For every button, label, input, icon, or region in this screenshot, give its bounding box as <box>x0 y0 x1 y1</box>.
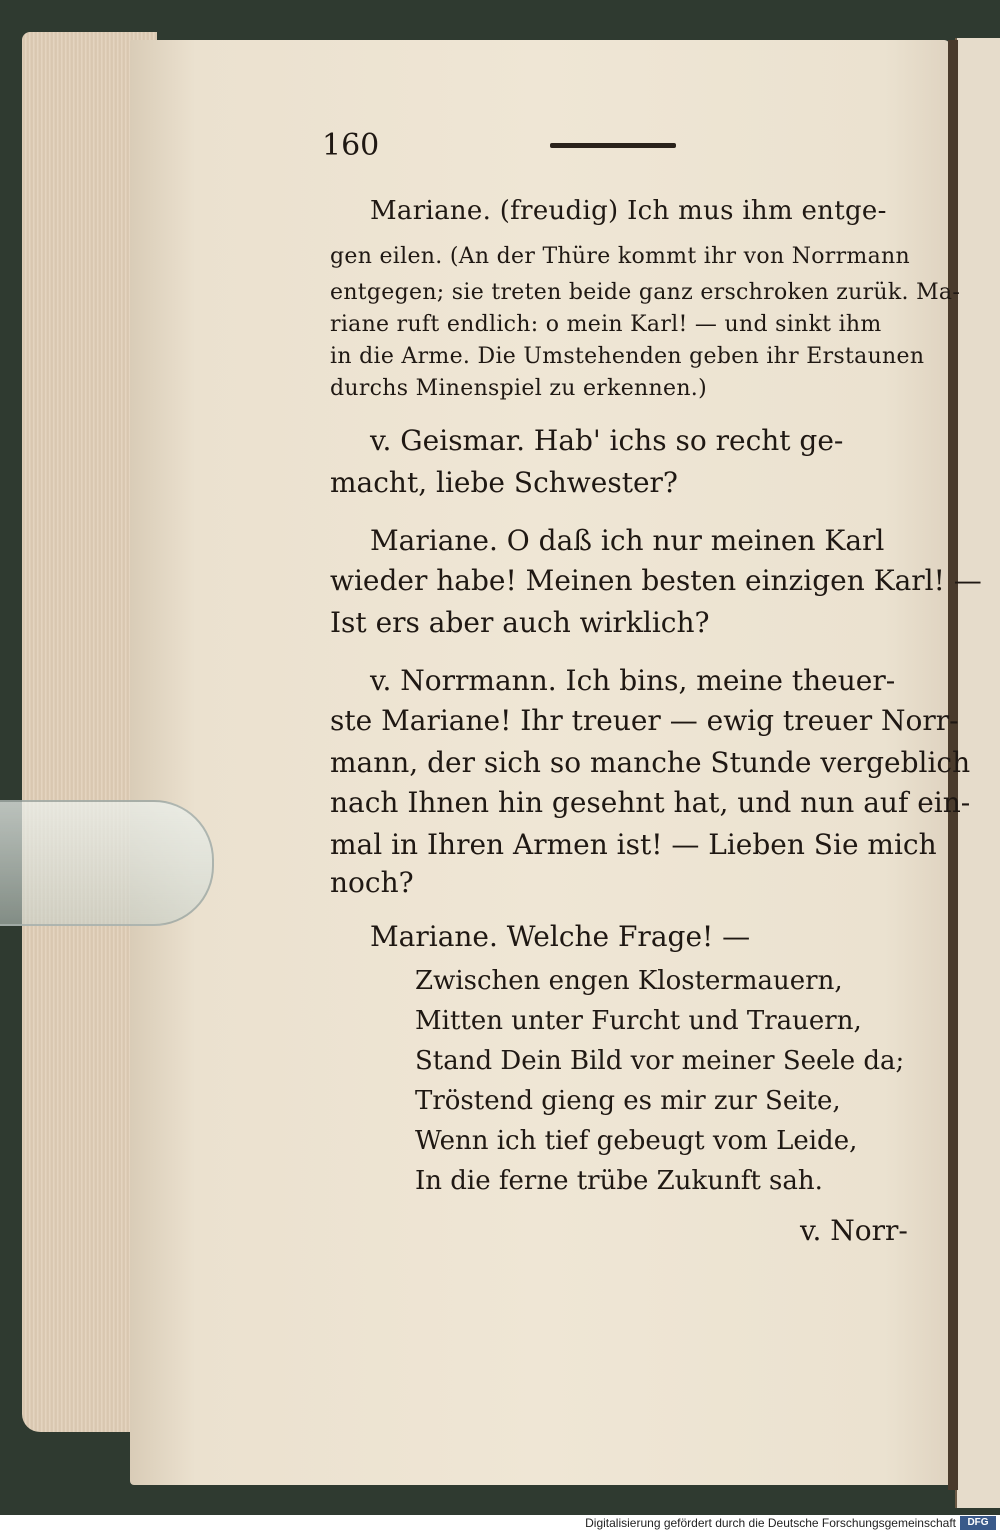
text-line: nach Ihnen hin gesehnt hat, und nun auf ein- <box>330 786 971 819</box>
verse-line: Tröstend gieng es mir zur Seite, <box>415 1086 841 1116</box>
header-rule <box>550 143 676 148</box>
verse-line: Zwischen engen Klostermauern, <box>415 966 843 996</box>
text-line: Mariane. O daß ich nur meinen Karl <box>370 524 885 557</box>
page-number: 160 <box>322 128 380 163</box>
text-line: mann, der sich so manche Stunde vergeblich <box>330 746 971 779</box>
text-line: ste Mariane! Ihr treuer — ewig treuer Norr- <box>330 704 959 737</box>
text-line: riane ruft endlich: o mein Karl! — und sinkt ihm <box>330 312 882 337</box>
dfg-logo: DFG <box>960 1516 996 1530</box>
verse-line: Mitten unter Furcht und Trauern, <box>415 1006 862 1036</box>
text-line: noch? <box>330 866 414 899</box>
text-line: durchs Minenspiel zu erkennen.) <box>330 376 707 401</box>
text-line: Mariane. (freudig) Ich mus ihm entge- <box>370 196 887 226</box>
text-line: mal in Ihren Armen ist! — Lieben Sie mich <box>330 828 937 861</box>
text-line: entgegen; sie treten beide ganz erschroken zurük. Ma- <box>330 280 961 305</box>
text-line: wieder habe! Meinen besten einzigen Karl! — <box>330 564 982 597</box>
text-line: v. Geismar. Hab' ichs so recht ge- <box>370 424 844 457</box>
text-line: gen eilen. (An der Thüre kommt ihr von Norrmann <box>330 244 910 269</box>
catchword: v. Norr- <box>800 1214 908 1247</box>
text-line: Ist ers aber auch wirklich? <box>330 606 710 639</box>
footer-credit: Digitalisierung gefördert durch die Deutsche Forschungsgemeinschaft <box>585 1516 956 1530</box>
text-line: in die Arme. Die Umstehenden geben ihr Erstaunen <box>330 344 925 369</box>
text-line: macht, liebe Schwester? <box>330 466 678 499</box>
verse-line: Wenn ich tief gebeugt vom Leide, <box>415 1126 858 1156</box>
verse-line: In die ferne trübe Zukunft sah. <box>415 1166 823 1196</box>
text-line: Mariane. Welche Frage! — <box>370 920 751 953</box>
text-line: v. Norrmann. Ich bins, meine theuer- <box>370 664 896 697</box>
verse-line: Stand Dein Bild vor meiner Seele da; <box>415 1046 905 1076</box>
